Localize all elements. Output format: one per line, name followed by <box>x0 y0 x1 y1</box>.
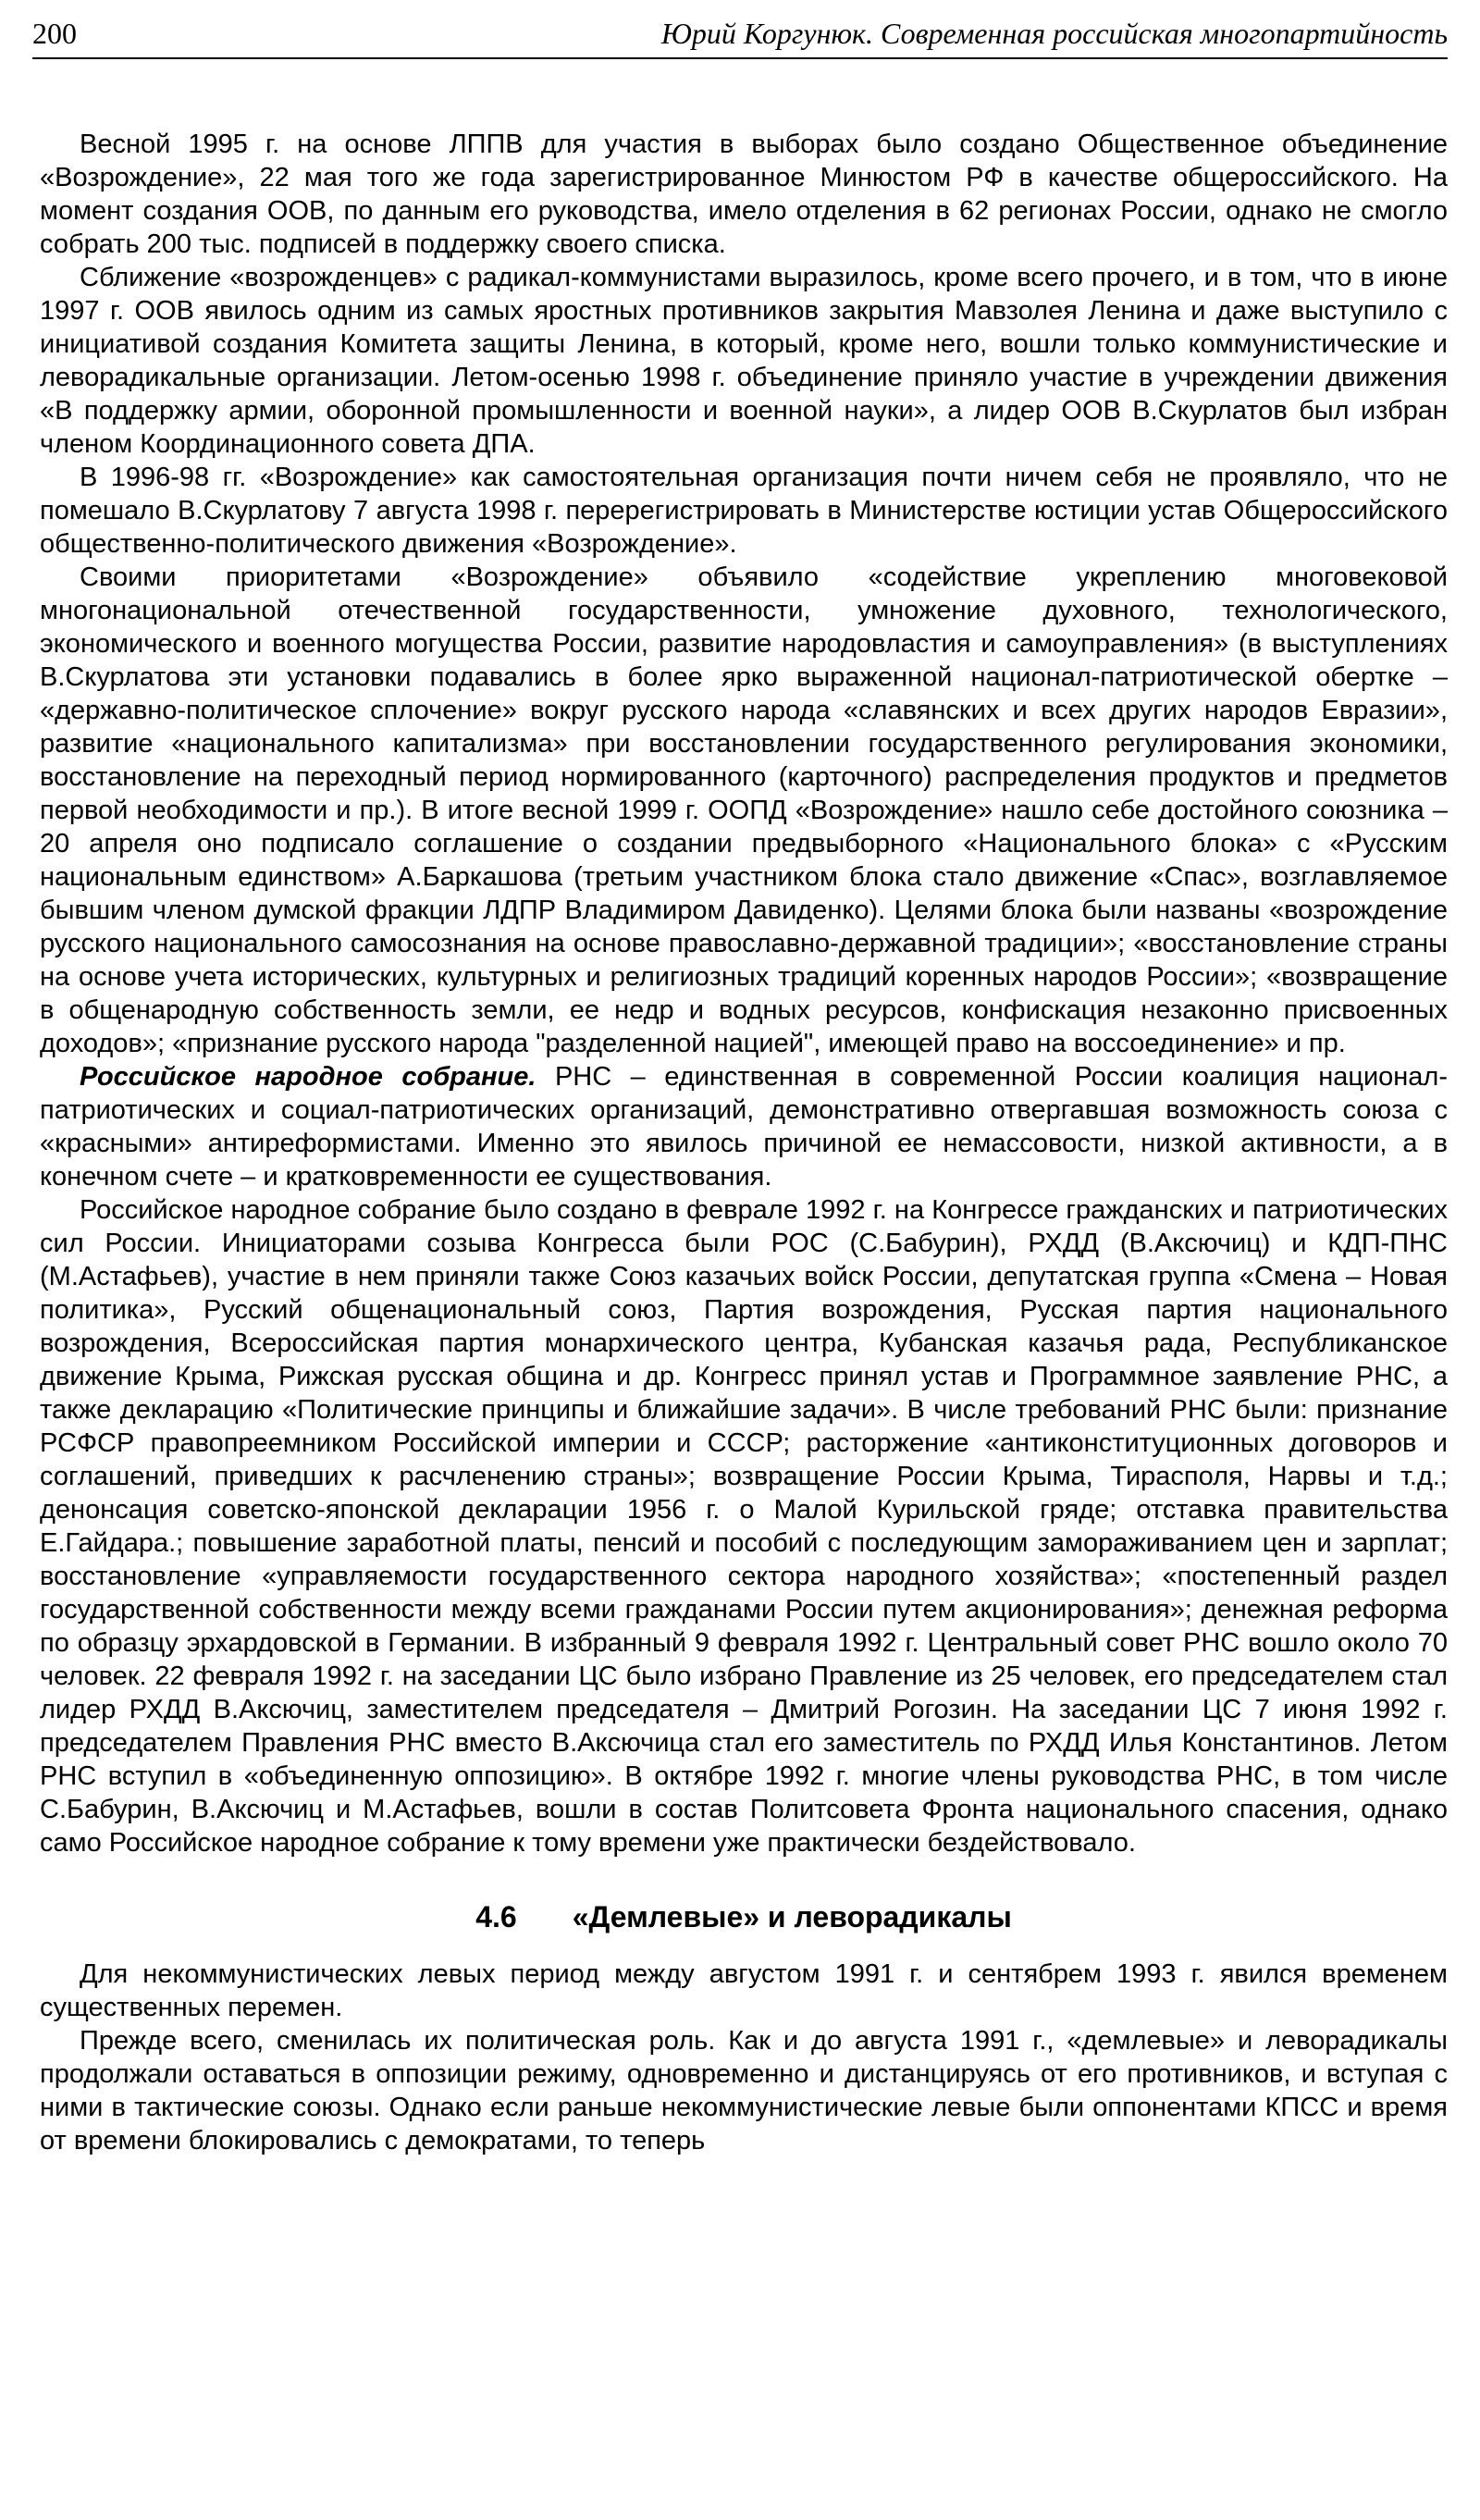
paragraph <box>40 1060 1448 1193</box>
paragraph-text: РНС – единственная в современной России коалиция национал-патриотических и социал-патриотических организаций, демонстративно отвергавшая возможность союза с «красными» антиреформистами. Именно это явилось причиной ее немассовости, низкой активности, а в конечном счете – и кратковременности ее существования. <box>40 1062 1449 1192</box>
section-number: 4.6 <box>475 1900 517 1933</box>
page-body <box>40 128 1448 2157</box>
paragraph: Весной 1995 г. на основе ЛППВ для участия в выборах было создано Общественное объединение «Возрождение», 22 мая того же года зарегистрированное Минюстом РФ в качестве общероссийского. На момент создания ООВ, по данным его руководства, имело отделения в 62 регионах России, однако не смогло собрать 200 тыс. подписей в поддержку своего списка. <box>40 130 1448 259</box>
paragraph: Российское народное собрание было создано в феврале 1992 г. на Конгрессе гражданских и патриотических сил России. Инициаторами созыва Конгресса были РОС (С.Бабурин), РХДД (В.Аксючиц) и КДП-ПНС (М.Астафьев), участие в нем приняли также Союз казачьих войск России, депутатская группа «Смена – Новая политика», Русский общенациональный союз, Партия возрождения, Русская партия национального возрождения, Всероссийская партия монархического центра, Кубанская казачья рада, Республиканское движение Крыма, Рижская русская община и др. Конгресс принял устав и Программное заявление РНС, а также декларацию «Политические принципы и ближайшие задачи». В числе требований РНС были: признание РСФСР правопреемником Российской империи и СССР; расторжение «антиконституционных договоров и соглашений, приведших к расчленению страны»; возвращение России Крыма, Тирасполя, Нарвы и т.д.; денонсация советско-японской декларации 1956 г. о Малой Курильской гряде; отставка правительства Е.Гайдара.; повышение заработной платы, пенсий и пособий с последующим замораживанием цен и зарплат; восстановление «управляемости государственного сектора народного хозяйства»; «постепенный раздел государственной собственности между всеми гражданами России путем акционирования»; денежная реформа по образцу эрхардовской в Германии. В избранный 9 февраля 1992 г. Центральный совет РНС вошло около 70 человек. 22 февраля 1992 г. на заседании ЦС было избрано Правление из 25 человек, его председателем стал лидер РХДД В.Аксючиц, заместителем председателя – Дмитрий Рогозин. На заседании ЦС 7 июня 1992 г. председателем Правления РНС вместо В.Аксючица стал его заместитель по РХДД Илья Константинов. Летом РНС вступил в «объединенную оппозицию». В октябре 1992 г. многие члены руководства РНС, в том числе С.Бабурин, В.Аксючиц и М.Астафьев, вошли в состав Политсовета Фронта национального спасения, однако само Российское народное собрание к тому времени уже практически бездействовало. <box>40 1195 1448 1858</box>
paragraph: Прежде всего, сменилась их политическая роль. Как и до августа 1991 г., «демлевые» и леворадикалы продолжали оставаться в оппозиции режиму, одновременно и дистанцируясь от его противников, и вступая с ними в тактические союзы. Однако если раньше некоммунистические левые были оппонентами КПСС и время от времени блокировались с демократами, то теперь <box>40 2026 1448 2156</box>
paragraph-lead: Российское народное собрание. <box>80 1062 536 1092</box>
paragraph: Сближение «возрожденцев» с радикал-коммунистами выразилось, кроме всего прочего, и в том, что в июне 1997 г. ООВ явилось одним из самых яростных противников закрытия Мавзолея Ленина и даже выступило с инициативой создания Комитета защиты Ленина, в который, кроме него, вошли только коммунистические и леворадикальные организации. Летом-осенью 1998 г. объединение приняло участие в учреждении движения «В поддержку армии, оборонной промышленности и военной науки», а лидер ООВ В.Скурлатов был избран членом Координационного совета ДПА. <box>40 263 1448 459</box>
page-number: 200 <box>32 17 77 50</box>
running-title: Юрий Коргунюк. Современная российская многопартийность <box>660 17 1448 50</box>
section-heading <box>40 1898 1448 1935</box>
paragraph: Своими приоритетами «Возрождение» объявило «содействие укреплению многовековой многонациональной отечественной государственности, умножение духовного, технологического, экономического и военного могущества России, развитие народовластия и самоуправления» (в выступлениях В.Скурлатова эти установки подавались в более ярко выраженной национал-патриотической обертке – «державно-политическое сплочение» вокруг русского народа «славянских и всех других народов Евразии», развитие «национального капитализма» при восстановлении государственного регулирования экономики, восстановление на переходный период нормированного (карточного) распределения продуктов и предметов первой необходимости и пр.). В итоге весной 1999 г. ООПД «Возрождение» нашло себе достойного союзника – 20 апреля оно подписало соглашение о создании предвыборного «Национального блока» с «Русским национальным единством» А.Баркашова (третьим участником блока стало движение «Спас», возглавляемое бывшим членом думской фракции ЛДПР Владимиром Давиденко). Целями блока были названы «возрождение русского национального самосознания на основе православно-державной традиции»; «восстановление страны на основе учета исторических, культурных и религиозных традиций коренных народов России»; «возвращение в общенародную собственность земли, ее недр и водных ресурсов, конфискация незаконно присвоенных доходов»; «признание русского народа "разделенной нацией", имеющей право на воссоединение» и пр. <box>40 562 1448 1058</box>
paragraph: В 1996-98 гг. «Возрождение» как самостоятельная организация почти ничем себя не проявляло, что не помешало В.Скурлатову 7 августа 1998 г. перерегистрировать в Министерстве юстиции устав Общероссийского общественно-политического движения «Возрождение». <box>40 463 1448 559</box>
paragraph: Для некоммунистических левых период между августом 1991 г. и сентябрем 1993 г. явился временем существенных перемен. <box>40 1959 1448 2022</box>
section-title: «Демлевые» и леворадикалы <box>572 1900 1012 1933</box>
page-header <box>32 13 1448 59</box>
